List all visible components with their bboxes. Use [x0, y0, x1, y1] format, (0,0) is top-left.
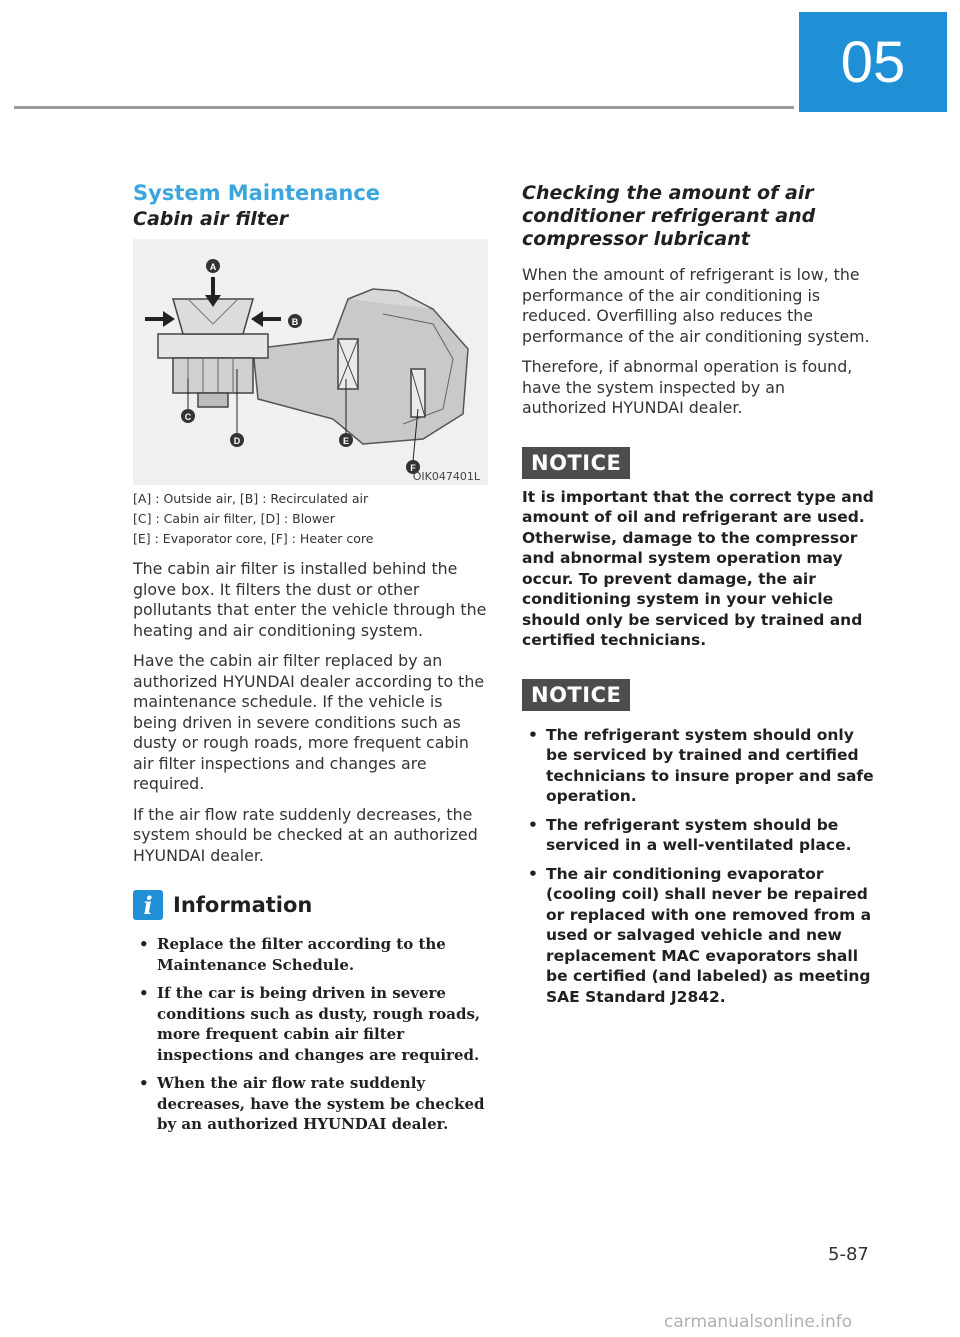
body-paragraph: The cabin air filter is installed behind the glove box. It filters the dust or other pollutants that enter the vehicle through the heating and air conditioning system.	[133, 559, 487, 640]
body-paragraph: If the air flow rate suddenly decreases, the system should be checked at an authorized HYUNDAI dealer.	[133, 804, 478, 865]
svg-text:F: F	[410, 463, 416, 473]
chapter-tab: 05	[799, 12, 947, 112]
callout-a	[206, 259, 220, 273]
body-paragraph: Therefore, if abnormal operation is found, have the system inspected by an authorized HYUNDAI dealer.	[522, 357, 853, 417]
list-item: • The air conditioning evaporator (cooling coil) shall never be repaired or replaced with one removed from a used or salvaged vehicle and new replacement MAC evaporators shall be certified (and labeled) as meeting SAE Standard J2842.	[522, 864, 874, 1008]
hvac-illustration	[133, 239, 488, 485]
svg-text:E: E	[342, 436, 350, 446]
hvac-diagram	[133, 239, 488, 485]
callout-e	[339, 433, 353, 447]
refrigerant-heading: Checking the amount of air conditioner refrigerant and compressor lubricant	[522, 182, 816, 250]
caption-line: [E] : Evaporator core, [F] : Heater core	[133, 531, 374, 546]
list-item: • If the car is being driven in severe conditions such as dusty, rough roads, more frequent cabin air filter inspections and changes are required.	[133, 983, 488, 1065]
svg-text:A: A	[209, 262, 217, 272]
header-rule	[14, 106, 794, 109]
cabin-filter-heading: Cabin air filter	[133, 208, 289, 230]
figure-caption	[133, 489, 488, 549]
svg-text:B: B	[291, 317, 299, 327]
notice-badge: NOTICE	[522, 447, 630, 479]
information-header	[133, 890, 488, 920]
caption-line: [C] : Cabin air filter, [D] : Blower	[133, 511, 335, 526]
notice-list	[522, 725, 874, 1008]
list-item: • The refrigerant system should only be serviced by trained and certified technicians to insure proper and safe operation.	[522, 725, 874, 807]
left-column	[133, 178, 488, 1143]
svg-text:C: C	[184, 412, 192, 422]
notice-text: It is important that the correct type and amount of oil and refrigerant are used. Otherwise, damage to the compressor and abnormal system operation may occur. To prevent damage, the air conditioning system in your vehicle should only be serviced by trained and certified technicians.	[522, 487, 874, 649]
notice-badge: NOTICE	[522, 679, 630, 711]
body-paragraph: When the amount of refrigerant is low, the performance of the air conditioning is reduced. Overfilling also reduces the performance of the air conditioning system.	[522, 265, 870, 346]
figure-code: OIK047401L	[412, 470, 480, 483]
right-column	[522, 178, 874, 1015]
callout-c	[181, 409, 195, 423]
information-box	[133, 890, 488, 1135]
watermark: carmanualsonline.info	[664, 1312, 853, 1332]
callout-b	[288, 314, 302, 328]
notice-box	[522, 679, 874, 1008]
page-number: 5-87	[828, 1244, 869, 1265]
info-icon: i	[133, 890, 163, 920]
caption-line: [A] : Outside air, [B] : Recirculated air	[133, 491, 369, 506]
callout-d	[230, 433, 244, 447]
list-item: • Replace the filter according to the Maintenance Schedule.	[133, 934, 488, 975]
svg-text:D: D	[233, 436, 241, 446]
information-title: Information	[173, 893, 313, 917]
body-paragraph: Have the cabin air filter replaced by an authorized HYUNDAI dealer according to the maintenance schedule. If the vehicle is being driven in severe conditions such as dusty or rough roads, more frequent cabin air filter inspections and changes are required.	[133, 651, 485, 793]
list-item: • When the air flow rate suddenly decreases, have the system be checked by an authorized HYUNDAI dealer.	[133, 1073, 488, 1135]
information-list	[133, 934, 488, 1135]
list-item: • The refrigerant system should be serviced in a well-ventilated place.	[522, 815, 874, 856]
notice-box	[522, 447, 874, 651]
section-title: System Maintenance	[133, 181, 381, 205]
